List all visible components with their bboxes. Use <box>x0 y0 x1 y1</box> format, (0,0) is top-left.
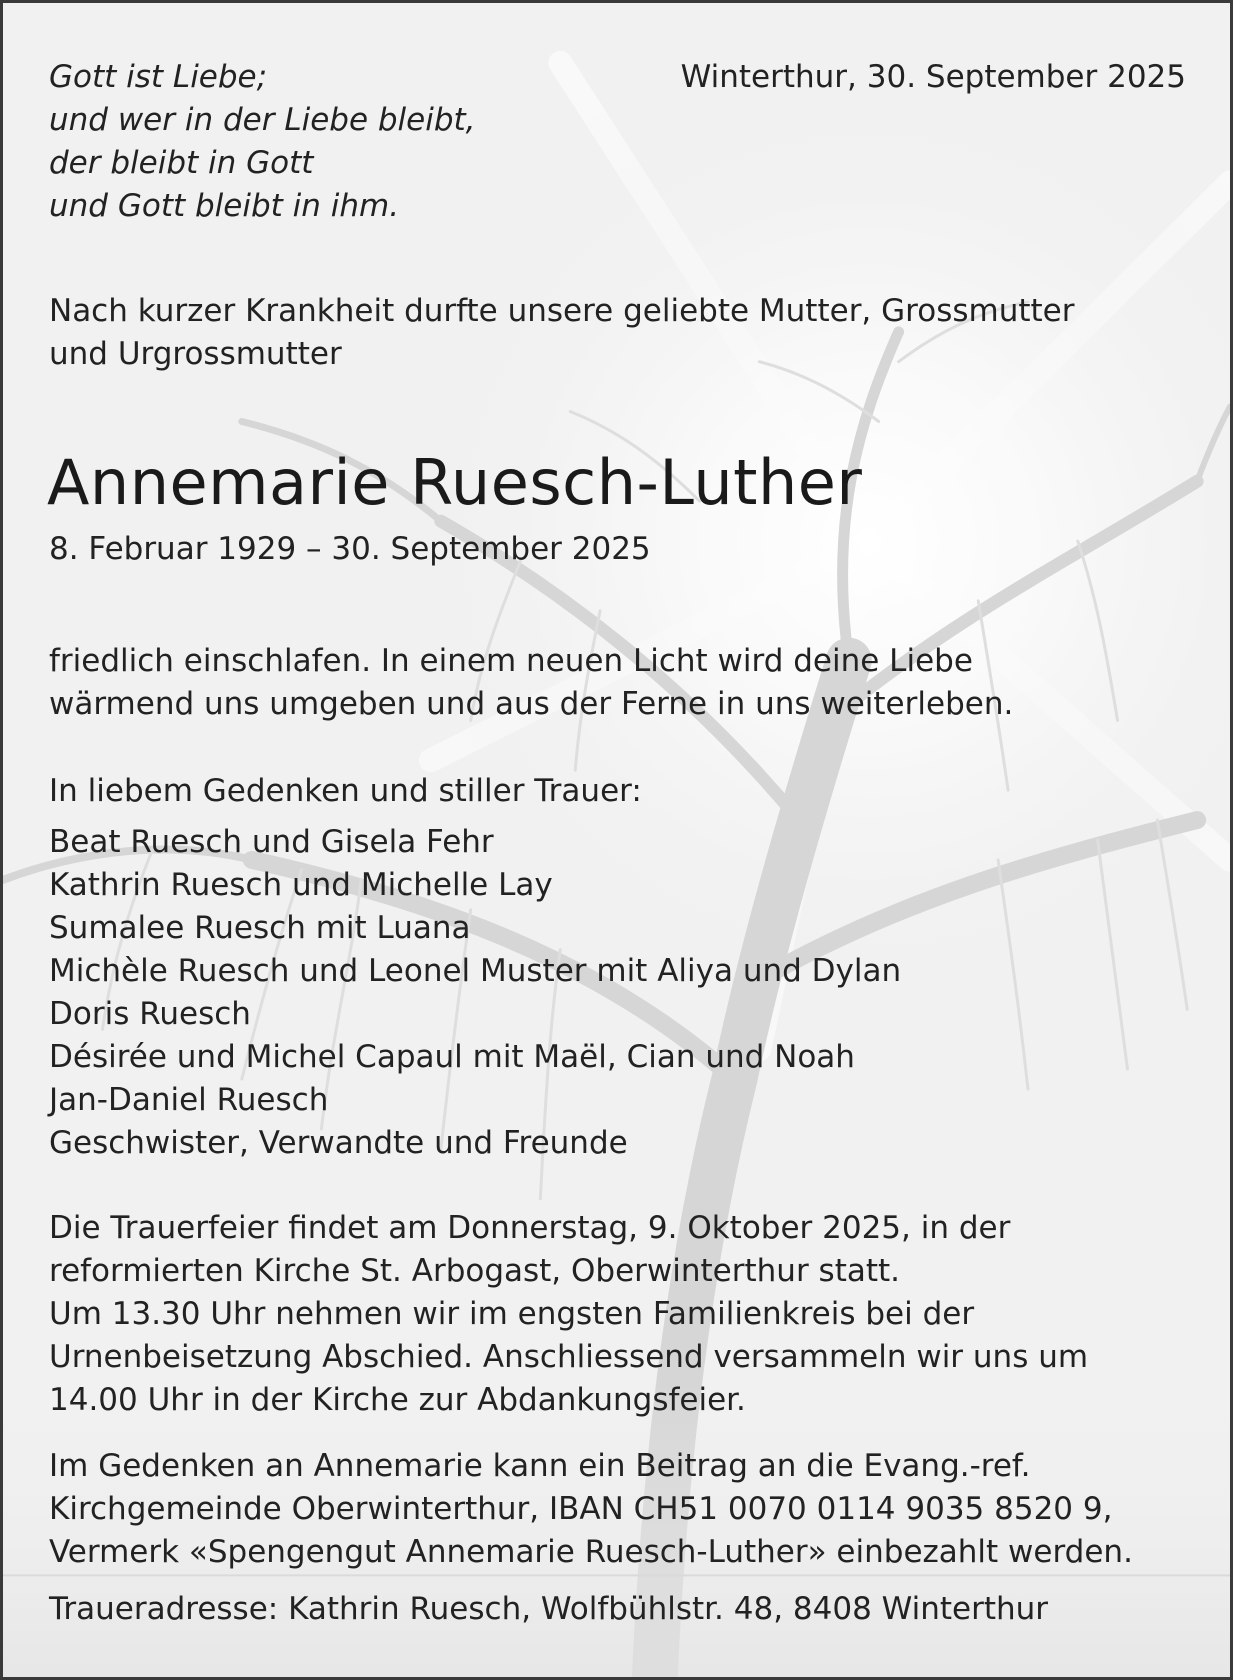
mourner-entry: Geschwister, Verwandte und Freunde <box>49 1125 628 1161</box>
mourner-entry: Jan-Daniel Ruesch <box>49 1082 329 1118</box>
mourner-entry: Sumalee Ruesch mit Luana <box>49 910 471 946</box>
ceremony-line: reformierten Kirche St. Arbogast, Oberwinterthur statt. <box>49 1253 901 1289</box>
mourner-entry: Kathrin Ruesch und Michelle Lay <box>49 867 553 903</box>
mourner-entry: Désirée und Michel Capaul mit Maël, Cian und Noah <box>49 1039 855 1075</box>
intro-line: und Urgrossmutter <box>49 336 342 372</box>
bible-verse <box>49 56 476 228</box>
ceremony-line: Um 13.30 Uhr nehmen wir im engsten Familienkreis bei der <box>49 1296 975 1332</box>
mourner-entry: Beat Ruesch und Gisela Fehr <box>49 824 494 860</box>
ceremony-line: 14.00 Uhr in der Kirche zur Abdankungsfeier. <box>49 1382 746 1418</box>
intro-text <box>49 290 1074 376</box>
mourner-entry: Doris Ruesch <box>49 996 251 1032</box>
verse-line: der bleibt in Gott <box>49 145 314 181</box>
ceremony-line: Urnenbeisetzung Abschied. Anschliessend versammeln wir uns um <box>49 1339 1089 1375</box>
donation-line: Vermerk «Spengengut Annemarie Ruesch-Luther» einbezahlt werden. <box>49 1534 1133 1570</box>
mourners-list <box>49 821 901 1165</box>
place-and-date: Winterthur, 30. September 2025 <box>680 59 1186 95</box>
farewell-text <box>49 640 1013 726</box>
mourning-address: Traueradresse: Kathrin Ruesch, Wolfbühlstr. 48, 8408 Winterthur <box>49 1591 1049 1627</box>
farewell-line: friedlich einschlafen. In einem neuen Licht wird deine Liebe <box>49 643 973 679</box>
verse-line: und wer in der Liebe bleibt, <box>49 102 476 138</box>
mourners-heading: In liebem Gedenken und stiller Trauer: <box>49 773 642 809</box>
ceremony-text <box>49 1207 1088 1422</box>
donation-line: Im Gedenken an Annemarie kann ein Beitrag an die Evang.-ref. <box>49 1448 1031 1484</box>
verse-line: Gott ist Liebe; <box>49 59 268 95</box>
lifespan-dates: 8. Februar 1929 – 30. September 2025 <box>49 531 651 567</box>
donation-text <box>49 1445 1133 1574</box>
farewell-line: wärmend uns umgeben und aus der Ferne in uns weiterleben. <box>49 686 1014 722</box>
deceased-name: Annemarie Ruesch-Luther <box>47 446 863 519</box>
intro-line: Nach kurzer Krankheit durfte unsere geliebte Mutter, Grossmutter <box>49 293 1075 329</box>
mourner-entry: Michèle Ruesch und Leonel Muster mit Aliya und Dylan <box>49 953 902 989</box>
verse-line: und Gott bleibt in ihm. <box>49 188 400 224</box>
donation-line: Kirchgemeinde Oberwinterthur, IBAN CH51 0070 0114 9035 8520 9, <box>49 1491 1113 1527</box>
ceremony-line: Die Trauerfeier findet am Donnerstag, 9. Oktober 2025, in der <box>49 1210 1011 1246</box>
